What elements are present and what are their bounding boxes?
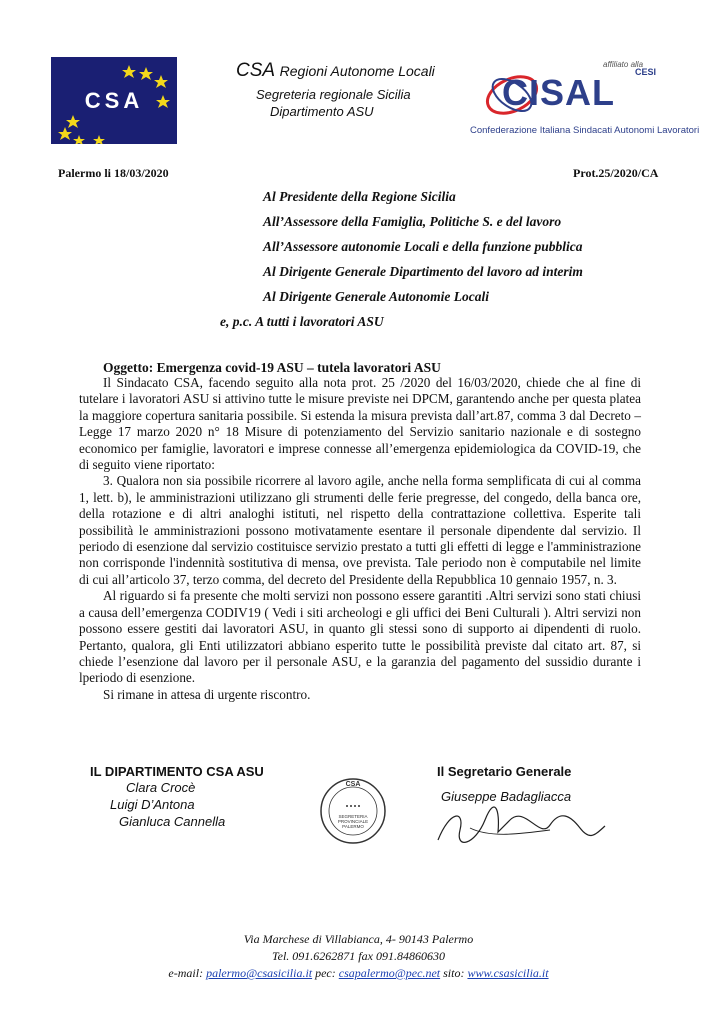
protocol-number: Prot.25/2020/CA <box>573 166 659 180</box>
pec-link[interactable]: csapalermo@pec.net <box>338 966 441 980</box>
subject-line: Oggetto: Emergenza covid-19 ASU – tutela lavoratori ASU <box>103 360 441 375</box>
stamp-line: PALERMO <box>342 824 364 829</box>
footer-phones: Tel. 091.6262871 fax 091.84860630 <box>272 949 445 963</box>
site-label: sito: <box>443 966 465 980</box>
site-link[interactable]: www.csasicilia.it <box>467 966 549 980</box>
email-link[interactable]: palermo@csasicilia.it <box>206 966 313 980</box>
cisal-brand: CISAL <box>502 72 615 113</box>
footer-address: Via Marchese di Villabianca, 4- 90143 Palermo <box>243 932 474 946</box>
cisal-affiliate: affiliato alla <box>603 60 644 69</box>
paragraph: 3. Qualora non sia possibile ricorrere al lavoro agile, anche nella forma semplificata di cui al comma 1, lett. b), le amministrazioni utilizzano gli strumenti delle ferie pregresse, del congedo, della banca ore, della rotazione e di altri analoghi istituti, nel rispetto della contrattazione collettiva. Esperite tali possibilità le amministrazioni possono motivatamente esentare il personale dipendente dal servizio. Il periodo di esenzione dal servizio costituisce servizio prestato a tutti gli effetti di legge e l'amministrazione non corrisponde l'indennità sostitutiva di mensa, ove prevista. Tale periodo non è computabile nel limite di cui all’articolo 37, terzo comma, del decreto del Presidente della Repubblica 10 gennaio 1957, n. 3. <box>79 473 641 587</box>
signatory-name: Gianluca Cannella <box>119 814 226 829</box>
org-line-2: Segreteria regionale Sicilia <box>256 87 411 102</box>
cisal-cesi: CESI <box>635 67 657 77</box>
stamp-line: SEGRETERIA <box>338 814 368 819</box>
footer-contacts <box>0 966 717 981</box>
recipient-line: All’Assessore autonomie Locali e della funzione pubblica <box>263 239 583 254</box>
left-signature-heading: IL DIPARTIMENTO CSA ASU <box>90 764 264 779</box>
paragraph: Al riguardo si fa presente che molti servizi non possono essere garantiti .Altri servizi sono stati chiusi a causa dell’emergenza CODIV19 ( Vedi i siti archeologi e gli uffici dei Beni Culturali ). Altri servizi non possono essere gestiti dai lavoratori ASU, in quanto gli stessi sono di supporto ai dipendenti di ruolo. Pertanto, qualora, gli Enti utilizzatori abbiano esperito tutte le possibilità previste dal citato art. 87, si chiede l’esenzione dal lavoro per il personale ASU, e la garanzia del pagamento del sussidio durante i lperiodo di esenzione. <box>79 588 641 686</box>
handwritten-signature <box>430 800 610 850</box>
right-signature-heading: Il Segretario Generale <box>437 764 572 779</box>
recipient-line: Al Dirigente Generale Dipartimento del lavoro ad interim <box>263 264 583 279</box>
paragraph: Si rimane in attesa di urgente riscontro. <box>103 686 311 702</box>
stamp-top-text: CSA <box>345 781 361 788</box>
pec-label: pec: <box>315 966 336 980</box>
cisal-confederation: Confederazione Italiana Sindacati Autonomi Lavoratori <box>470 125 700 136</box>
org-line-3: Dipartimento ASU <box>270 104 374 119</box>
letter-body <box>79 375 641 703</box>
org-title <box>236 60 435 82</box>
stamp-icon <box>318 776 388 846</box>
recipient-line: e, p.c. A tutti i lavoratori ASU <box>220 314 384 329</box>
org-name: CSA <box>236 60 275 81</box>
cisal-logo <box>462 58 700 142</box>
signatory-name: Clara Crocè <box>126 780 196 795</box>
org-sub: Regioni Autonome Locali <box>279 63 435 79</box>
recipient-line: Al Presidente della Regione Sicilia <box>263 189 456 204</box>
csa-logo <box>51 57 177 144</box>
stamp-line: PROVINCIALE <box>337 819 369 824</box>
office-stamp <box>318 776 388 846</box>
csa-logo-text: CSA <box>84 88 144 113</box>
paragraph: Il Sindacato CSA, facendo seguito alla nota prot. 25 /2020 del 16/03/2020, chiede che al fine di tutelare i lavoratori ASU si attivino tutte le misure previste nei DPCM, garantendo anche per questa platea la maggiore copertura sanitaria possibile. Si estenda la misura prevista dall’art.87, comma 3 dal Decreto – Legge 17 marzo 2020 n° 18 Misure di potenziamento del Servizio sanitario nazionale e di sostegno economico per famiglie, lavoratori e imprese connesse all’emergenza epidemiologica da COVID-19, che di seguito viene riportato: <box>79 375 641 473</box>
recipient-line: Al Dirigente Generale Autonomie Locali <box>263 289 489 304</box>
email-label: e-mail: <box>168 966 204 980</box>
signatory-name: Luigi D’Antona <box>110 797 195 812</box>
secretary-name: Giuseppe Badagliacca <box>441 789 572 804</box>
place-date: Palermo li 18/03/2020 <box>58 166 169 180</box>
recipient-line: All’Assessore della Famiglia, Politiche S. e del lavoro <box>263 214 562 229</box>
